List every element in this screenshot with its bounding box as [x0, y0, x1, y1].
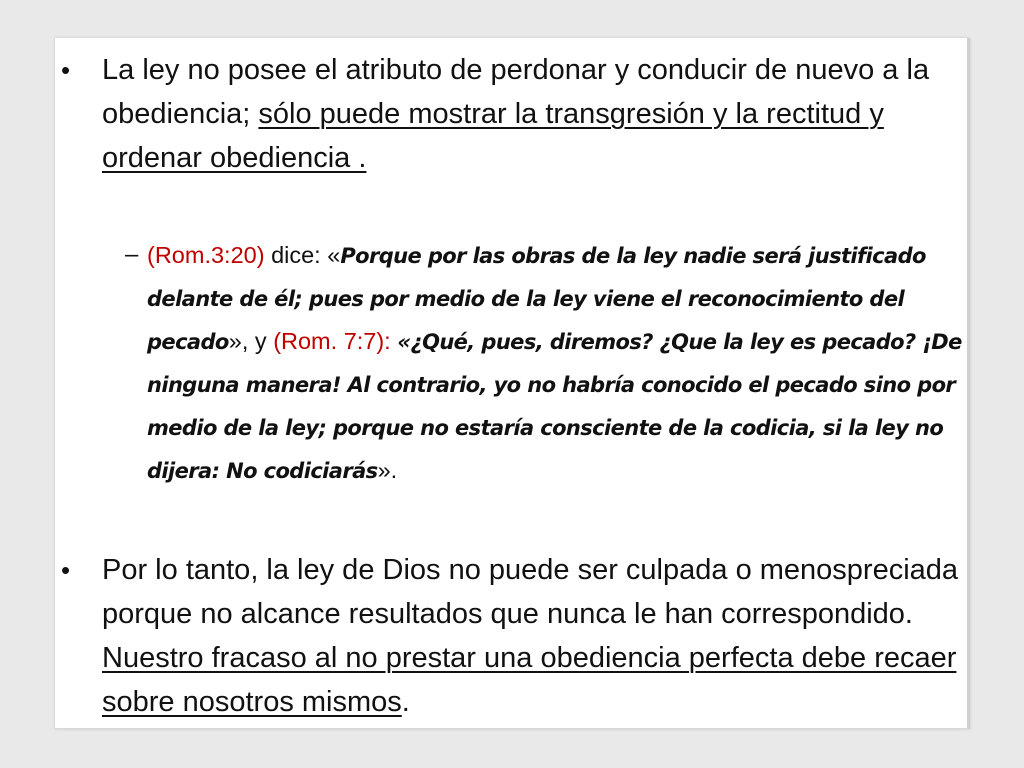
sub-1-text	[147, 234, 967, 492]
bullet-2-end: .	[401, 686, 410, 718]
bullet-2-text	[102, 548, 959, 724]
sub-1-close: ».	[377, 457, 398, 483]
bullet-1-plain: La ley no posee el atributo de perdonar y conducir de nuevo a la obediencia;	[102, 54, 930, 130]
bullet-marker: •	[61, 55, 71, 85]
bullet-2-plain: Por lo tanto, la ley de Dios no puede ser culpada o menospreciada porque no alcance resultados que nunca le han correspondido.	[102, 554, 959, 630]
bullet-1-underlined: sólo puede mostrar la transgresión y la rectitud y ordenar obediencia .	[102, 98, 884, 174]
bullet-2-underlined: Nuestro fracaso al no prestar una obediencia perfecta debe recaer sobre nosotros mismos	[102, 642, 957, 718]
quote-2-open: «	[390, 330, 411, 354]
sub-dash-marker: –	[125, 241, 139, 268]
sub-1-mid: », y	[228, 328, 274, 354]
sub-1-intro: dice: «	[264, 242, 341, 268]
quote-1: Porque por las obras de la ley nadie será justificado delante de él; pues por medio de la ley viene el reconocimiento del pecado	[147, 244, 926, 354]
reference-rom-3-20: (Rom.3:20)	[147, 242, 265, 268]
bullet-1-text	[102, 48, 959, 180]
reference-rom-7-7: (Rom. 7:7):	[273, 328, 391, 354]
bullet-marker: •	[61, 555, 71, 585]
quote-2: ¿Qué, pues, diremos? ¿Que la ley es pecado? ¡De ninguna manera! Al contrario, yo no habría conocido el pecado sino por medio de la ley; porque no estaría consciente de la codicia, si la ley no dijera: No codiciarás	[147, 330, 962, 483]
slide-canvas	[55, 38, 970, 729]
